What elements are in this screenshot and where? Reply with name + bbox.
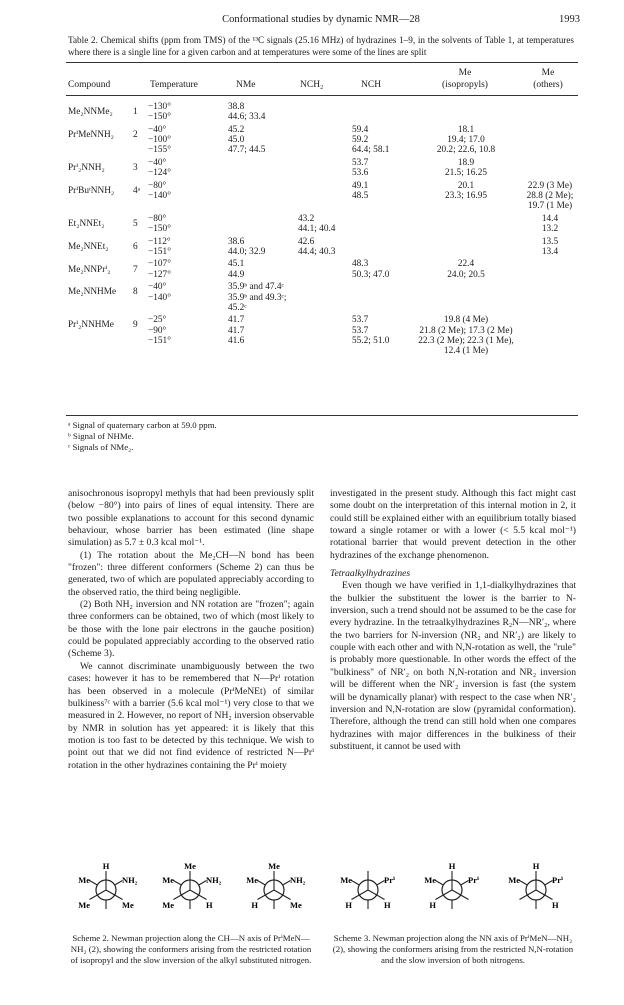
header-compound: Compound (68, 80, 111, 90)
temperature-cell: −100° (148, 135, 171, 146)
compound-cell: Et₂NNEt₂ (68, 218, 105, 229)
table-header-rule (66, 95, 578, 96)
scheme2-newman-projection (162, 861, 222, 910)
substituent-label: Prⁱ (468, 875, 479, 885)
me-others-cell: 13.5 (541, 236, 559, 247)
temperature-cell: −130° (148, 102, 171, 112)
me-isopropyls-cell: 21.8 (2 Me); 17.3 (2 Me) (419, 325, 513, 336)
newman-bond (190, 890, 207, 900)
substituent-label: H (532, 861, 540, 871)
substituent-label: NH₂ (206, 875, 222, 885)
substituent-label: H (206, 900, 213, 910)
compound-number: 1 (133, 107, 138, 118)
scheme3-newman-projection (340, 871, 395, 910)
temperature-cell: −151° (148, 246, 171, 257)
newman-bond (368, 890, 385, 900)
substituent-label: Prⁱ (552, 875, 563, 885)
compound-cell: Me₂NNMe₂ (68, 107, 113, 118)
newman-bond (519, 890, 536, 900)
substituent-label: NH₂ (122, 875, 138, 885)
nme-cell: 45.2ᶜ (228, 302, 247, 313)
nch-cell: 49.1 (352, 180, 369, 191)
newman-bond (257, 890, 274, 900)
paragraph: Even though we have verified in 1,1-dialkylhydrazines that the bulkier the substituent the lower is the barrier to N-inversion, such a trend should not be assumed to be the case for every hydrazine. In the tetraalkylhydrazines R₂N—NR′₂, where the two barriers for N-inversion (NR₂ and NR′₂) are likely to couple with each other and with N,N-rotation as well, the "rule" is probably more questionable. In other words the effect of the "bulkiness" of NR′₂ on both N,N-rotation and NR₂ inversion will be different when the NR′₂ inversion is fast (the system will be dynamically planar) with respect to the case when NR′₂ inversion and N,N-rotation are slow (pyramidal conformation). Therefore, although the trend can still hold when one compares hydrazines with major differences in the bulkiness of their substituent, it cannot be used with (330, 580, 576, 752)
table-bottom-rule (66, 415, 578, 416)
compound-number: 3 (133, 163, 138, 174)
substituent-label: Me (290, 900, 302, 910)
nme-cell: 41.7 (228, 315, 245, 326)
substituent-label: Me (162, 875, 174, 885)
substituent-label: H (429, 900, 436, 910)
compound-cell: Prⁱ₂NNHMe (68, 320, 114, 331)
newman-bond (274, 890, 291, 900)
compound-cell: Me₂NNHMe (68, 287, 117, 298)
nme-cell: 44.0; 32.9 (228, 246, 266, 257)
nme-cell: 38.8 (228, 102, 245, 112)
newman-bond (257, 881, 265, 886)
table-caption: Table 2. Chemical shifts (ppm from TMS) of the ¹³C signals (25.16 MHz) of hydrazines 1–9, in the solvents of Table 1, at temperatures where there is a single line for a given carbon and at temperatures were some of the lines are split (68, 35, 574, 57)
nch-cell: 53.7 (352, 157, 369, 168)
substituent-label: Me (424, 875, 436, 885)
temperature-cell: −90° (148, 325, 167, 336)
temperature-cell: −40° (148, 282, 167, 293)
nch-cell: 48.5 (352, 191, 369, 201)
footnote-b: ᵇ Signal of NHMe. (68, 431, 134, 441)
page-number: 1993 (559, 14, 580, 25)
temperature-cell: −155° (148, 145, 171, 156)
me-isopropyls-cell: 24.0; 20.5 (447, 269, 485, 280)
substituent-label: H (384, 900, 391, 910)
substituent-label: H (251, 900, 258, 910)
me-isopropyls-cell: 19.4; 17.0 (447, 135, 485, 146)
nch2-cell: 42.6 (298, 236, 315, 247)
header-temperature: Temperature (150, 80, 198, 90)
paragraph: (2) Both NH₂ inversion and NN rotation are "frozen"; again three conformers can be obtained, two of which (most likely to be those with the lone pair electrons in the gauche position) could be populated appreciably according to the observed ratio (Scheme 3). (68, 599, 314, 660)
nme-cell: 41.7 (228, 325, 245, 336)
compound-cell: PrⁱMeNNH₂ (68, 129, 114, 140)
substituent-label: H (345, 900, 352, 910)
me-others-cell: 28.8 (2 Me); (526, 191, 574, 201)
nme-cell: 44.6; 33.4 (228, 112, 266, 123)
temperature-cell: −124° (148, 168, 171, 179)
temperature-cell: −40° (148, 157, 167, 168)
nch2-cell: 44.4; 40.3 (298, 246, 336, 257)
substituent-label: H (102, 861, 110, 871)
me-isopropyls-cell: 22.3 (2 Me); 22.3 (1 Me), (418, 335, 514, 346)
compound-number: 7 (133, 264, 138, 275)
substituent-label: H (448, 861, 456, 871)
me-isopropyls-cell: 20.2; 22.6, 10.8 (436, 145, 496, 156)
nme-cell: 38.6 (228, 236, 245, 247)
me-others-cell: 22.9 (3 Me) (527, 180, 573, 191)
header-me-isopropyls-2: (isopropyls) (442, 80, 488, 90)
me-others-cell: 14.4 (541, 213, 559, 224)
newman-bond (519, 881, 527, 886)
substituent-label: H (552, 900, 559, 910)
paragraph: anisochronous isopropyl methyls that had been previously split (below −80°) into pairs of lines of equal intensity. There are two possible explanations to account for this second dynamic behaviour, whose barrier has been estimated (line shape simulation) as 5.7 ± 0.3 kcal mol⁻¹. (68, 488, 314, 549)
newman-bond (89, 890, 106, 900)
me-others-cell: 13.2 (541, 224, 559, 235)
temperature-cell: −127° (148, 269, 171, 280)
temperature-cell: −40° (148, 124, 167, 135)
compound-number: 8 (133, 287, 138, 298)
compound-cell: Me₂NNPrⁱ₂ (68, 264, 111, 275)
temperature-cell: −25° (148, 315, 167, 326)
me-isopropyls-cell: 23.3; 16.95 (444, 191, 488, 201)
footnote-c: ᶜ Signals of NMe₂. (68, 442, 134, 452)
left-column (68, 488, 314, 772)
nch-cell: 59.2 (352, 135, 369, 146)
right-column (330, 488, 576, 753)
substituent-label: Me (122, 900, 134, 910)
temperature-cell: −80° (148, 180, 167, 191)
header-nch: NCH (361, 80, 382, 90)
compound-number: 5 (133, 218, 138, 229)
nch-cell: 53.6 (352, 168, 369, 179)
nch-cell: 53.7 (352, 325, 369, 336)
nch-cell: 64.4; 58.1 (352, 145, 390, 156)
newman-bond (435, 881, 443, 886)
scheme-3-caption: Scheme 3. Newman projection along the NN axis of PrⁱMeN—NH₂ (2), showing the conformers arising from the restricted N,N-rotation and the slow inversion of both nitrogens. (332, 933, 574, 965)
newman-bond (89, 881, 97, 886)
nme-cell: 45.1 (228, 259, 245, 270)
newman-bond (173, 881, 181, 886)
header-nch2: NCH₂ (300, 80, 324, 90)
compound-cell: Prⁱ₂NNH₂ (68, 163, 105, 174)
newman-bond (536, 890, 553, 900)
nme-cell: 45.2 (228, 124, 245, 135)
table-top-rule (66, 62, 578, 63)
temperature-cell: −107° (148, 259, 171, 270)
newman-bond (351, 881, 359, 886)
scheme-3-figure (330, 852, 576, 928)
section-title: Tetraalkylhydrazines (330, 568, 411, 580)
nch2-cell: 44.1; 40.4 (298, 224, 336, 235)
nme-cell: 45.0 (228, 135, 245, 146)
newman-bond (173, 890, 190, 900)
temperature-cell: −80° (148, 213, 167, 224)
substituent-label: Me (246, 875, 258, 885)
substituent-label: Me (340, 875, 352, 885)
nme-cell: 35.9ᵇ and 49.3ᶜ; (228, 292, 287, 303)
nch-cell: 59.4 (352, 124, 369, 135)
scheme2-newman-projection (246, 861, 306, 910)
me-isopropyls-cell: 18.9 (457, 157, 475, 168)
newman-bond (106, 890, 123, 900)
nme-cell: 41.6 (228, 335, 245, 346)
me-isopropyls-cell: 21.5; 16.25 (444, 168, 488, 179)
compound-number: 9 (133, 320, 138, 331)
compound-cell: Me₂NNEt₂ (68, 241, 109, 252)
footnote-a: ᵃ Signal of quaternary carbon at 59.0 ppm. (68, 420, 217, 430)
nme-cell: 44.9 (228, 269, 245, 280)
nme-cell: 35.9ᵇ and 47.4ᶜ (228, 282, 284, 293)
me-isopropyls-cell: 19.8 (4 Me) (443, 315, 489, 326)
compound-number: 6 (133, 241, 138, 252)
temperature-cell: −140° (148, 292, 171, 303)
paragraph: investigated in the present study. Although this fact might cast some doubt on the interpretation of this internal motion in 2, it could still be explained either with an equilibrium totally biased toward a single rotamer or with a lower (< 5.5 kcal mol⁻¹) rotational barrier that would prevent detection in the other hydrazines of the exchange phenomenon. (330, 488, 576, 561)
substituent-label: Me (162, 900, 174, 910)
substituent-label: Me (508, 875, 520, 885)
substituent-label: Me (268, 861, 280, 871)
header-me-isopropyls-1: Me (458, 68, 472, 78)
nch-cell: 48.3 (352, 259, 369, 270)
running-title: Conformational studies by dynamic NMR—28 (222, 14, 420, 25)
nme-cell: 47.7; 44.5 (228, 145, 266, 156)
me-others-cell: 13.4 (541, 246, 559, 257)
paragraph: We cannot discriminate unambiguously between the two cases: however it has to be remembered that N—Prⁱ rotation has been observed in a molecule (PrⁱMeNEt) of similar bulkiness⁷ᶜ with a barrier (5.6 kcal mol⁻¹) very close to that we measured in 2. However, no report of NH₂ inversion observable by NMR in solution has yet appeared: it is likely that this motion is too fast to be detected by this technique. We wish to point out that we did not find evidence of restricted N—Prⁱ rotation in the other hydrazines containing the Prⁱ moiety (68, 660, 314, 771)
scheme3-newman-projection (424, 861, 479, 910)
scheme-2-caption: Scheme 2. Newman projection along the CH—N axis of PrⁱMeN—NH₂ (2), showing the conformers arising from the restricted rotation of isopropyl and the slow inversion of the alkyl substituted nitrogen. (70, 933, 312, 965)
scheme2-newman-projection (78, 861, 138, 910)
temperature-cell: −151° (148, 335, 171, 346)
me-isopropyls-cell: 18.1 (457, 124, 475, 135)
scheme3-newman-projection (508, 861, 563, 910)
me-others-cell: 19.7 (1 Me) (527, 201, 573, 212)
nch-cell: 50.3; 47.0 (352, 269, 390, 280)
me-isopropyls-cell: 20.1 (457, 180, 475, 191)
compound-cell: PrⁱBuᵗNNH₂ (68, 185, 115, 196)
me-isopropyls-cell: 22.4 (457, 259, 475, 270)
temperature-cell: −112° (148, 236, 171, 247)
me-isopropyls-cell: 12.4 (1 Me) (443, 346, 489, 357)
nch2-cell: 43.2 (298, 213, 315, 224)
newman-bond (351, 890, 368, 900)
paragraph: (1) The rotation about the Me₂CH—N bond has been "frozen": three different conformers (Scheme 2) can thus be generated, two of which are populated appreciably according to the observed ratio, the third being negligible. (68, 549, 314, 598)
header-me-others-1: Me (541, 68, 555, 78)
temperature-cell: −140° (148, 191, 171, 201)
scheme-2-figure (68, 852, 314, 928)
newman-bond (435, 890, 452, 900)
temperature-cell: −150° (148, 112, 171, 123)
nch-cell: 53.7 (352, 315, 369, 326)
newman-bond (452, 890, 469, 900)
header-me-others-2: (others) (533, 80, 563, 90)
substituent-label: Prⁱ (384, 875, 395, 885)
substituent-label: Me (78, 875, 90, 885)
substituent-label: Me (78, 900, 90, 910)
substituent-label: Me (184, 861, 196, 871)
header-nme: NMe (236, 80, 256, 90)
substituent-label: NH₂ (290, 875, 306, 885)
nch-cell: 55.2; 51.0 (352, 335, 390, 346)
compound-number: 4ᵃ (133, 185, 141, 196)
compound-number: 2 (133, 129, 138, 140)
temperature-cell: −150° (148, 224, 171, 235)
